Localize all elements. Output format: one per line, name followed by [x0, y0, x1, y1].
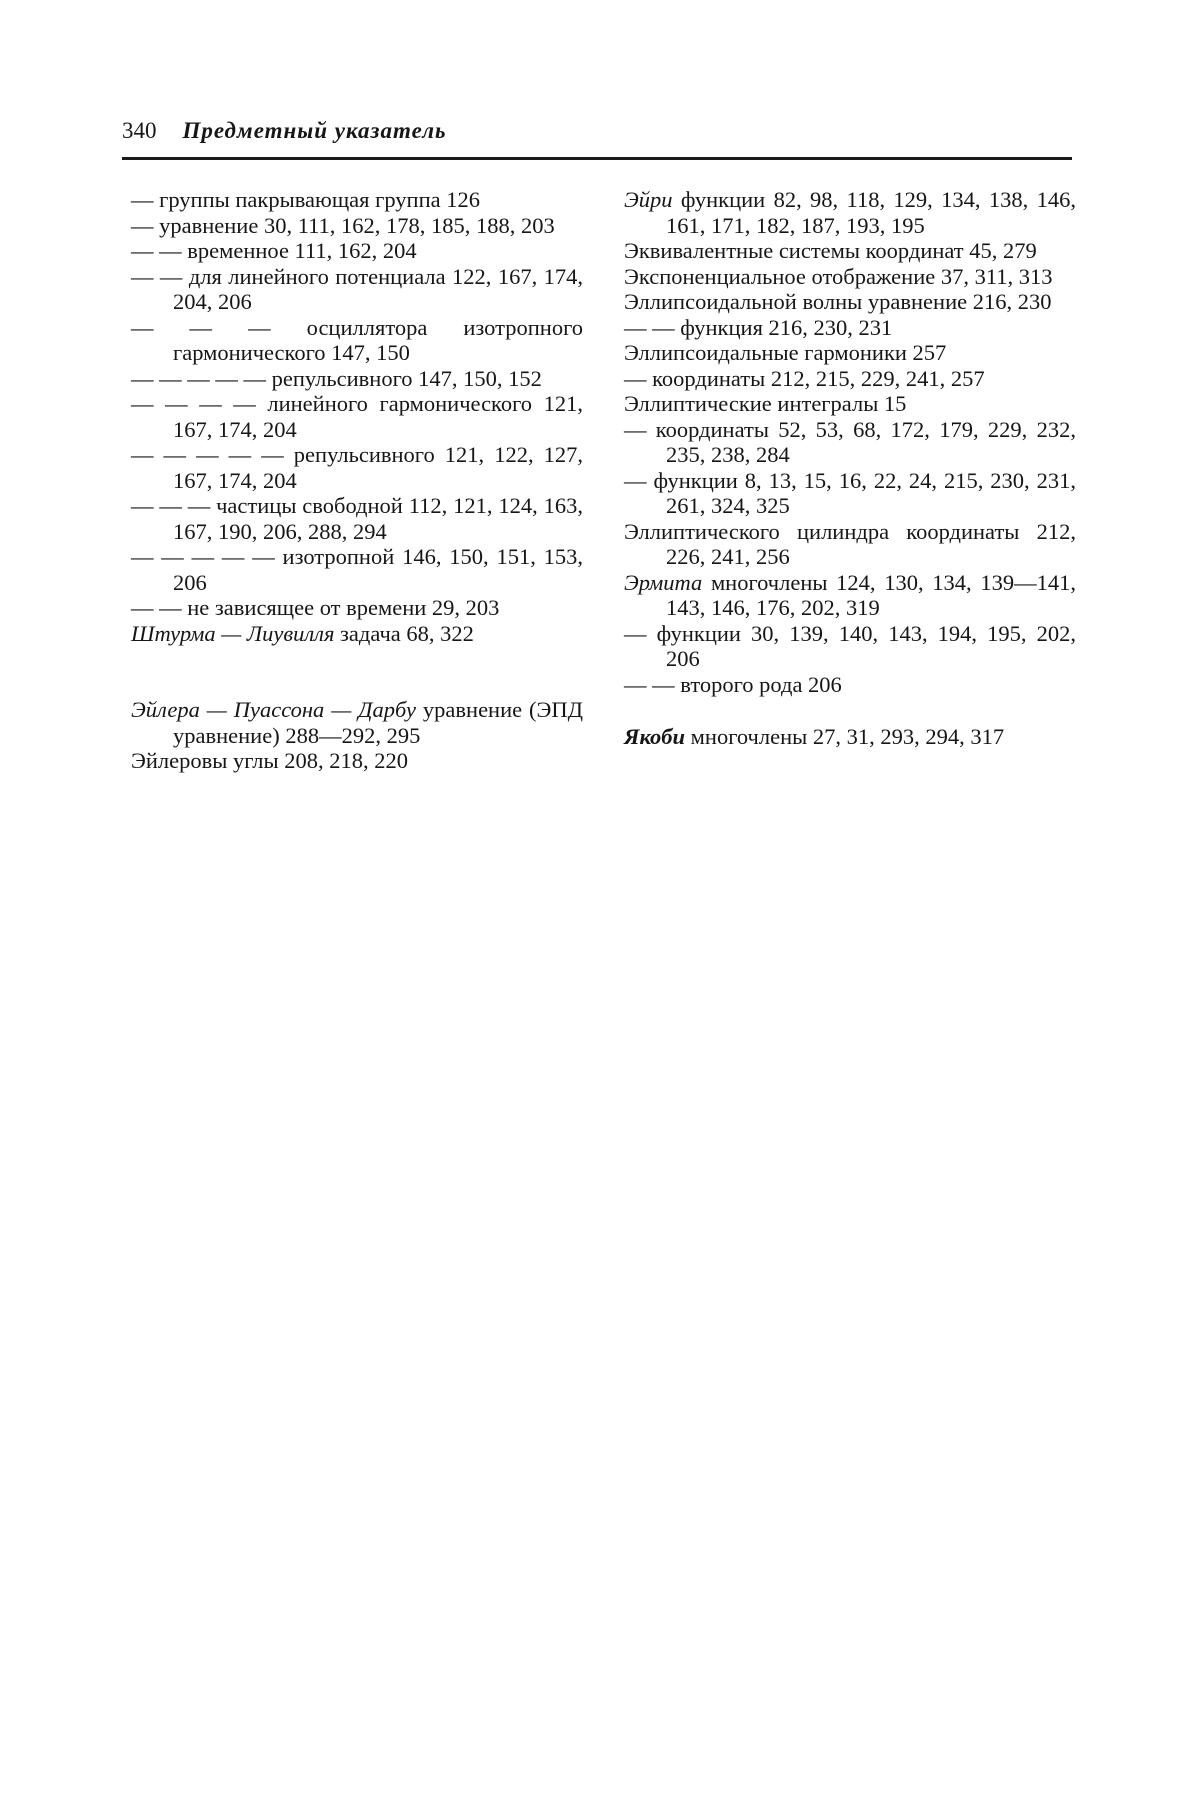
index-entry: Штурма — Лиувилля задача 68, 322: [131, 620, 474, 646]
index-entry: Якоби многочлены 27, 31, 293, 294, 317: [624, 724, 1005, 749]
index-entry: Эрмита многочлены 124, 130, 134, 139—141, 143, 146, 176, 202, 319: [624, 569, 1076, 620]
index-entry: — группы пакрывающая группа 126: [131, 187, 480, 212]
index-entry: — функции 30, 139, 140, 143, 194, 195, 202, 206: [624, 620, 1076, 671]
index-entry: Эйри функции 82, 98, 118, 129, 134, 138, 146, 161, 171, 182, 187, 193, 195: [624, 187, 1076, 238]
index-entry: — — второго рода 206: [624, 671, 842, 697]
header-rule: [122, 157, 1072, 160]
entry-name: Эйри: [624, 187, 673, 212]
index-entry: Эллиптические интегралы 15: [624, 391, 907, 416]
entry-name: Эйлера — Пуассона — Дарбу: [131, 697, 416, 722]
index-entry: Эйлера — Пуассона — Дарбу уравнение (ЭПД уравнение) 288—292, 295: [131, 697, 584, 748]
entry-name: Эрмита: [624, 569, 703, 595]
index-entry: — — для линейного потенциала 122, 167, 174, 204, 206: [131, 263, 583, 314]
index-entry: — — — — — репульсивного 147, 150, 152: [131, 365, 542, 391]
entry-name: Якоби: [624, 724, 686, 749]
index-entry: Эллипсоидальной волны уравнение 216, 230: [624, 289, 1052, 314]
index-entry: — — не зависящее от времени 29, 203: [131, 595, 500, 620]
index-entry: Эквивалентные системы координат 45, 279: [624, 238, 1037, 263]
index-entry: — координаты 212, 215, 229, 241, 257: [624, 365, 985, 391]
index-entry: — уравнение 30, 111, 162, 178, 185, 188, 203: [131, 212, 555, 238]
index-column-left: [131, 187, 583, 774]
section-title: Предметный указатель: [182, 118, 447, 143]
index-entry: — — функция 216, 230, 231: [624, 314, 893, 340]
index-entry: — — — частицы свободной 112, 121, 124, 163, 167, 190, 206, 288, 294: [131, 493, 583, 544]
index-entry: — — — — — репульсивного 121, 122, 127, 167, 174, 204: [131, 442, 583, 493]
index-entry: — — — осциллятора изотропного гармонического 147, 150: [131, 314, 583, 365]
entry-name: Штурма — Лиувилля: [131, 620, 335, 646]
index-column-right: [624, 187, 1076, 750]
index-entry: Эйлеровы углы 208, 218, 220: [131, 748, 409, 773]
page-number: 340: [122, 118, 157, 143]
index-entry: — — временное 111, 162, 204: [131, 238, 417, 263]
index-entry: — функции 8, 13, 15, 16, 22, 24, 215, 230, 231, 261, 324, 325: [624, 467, 1076, 518]
index-entry: — — — — линейного гармонического 121, 167, 174, 204: [131, 391, 583, 442]
index-entry: — — — — — изотропной 146, 150, 151, 153, 206: [131, 544, 583, 595]
index-entry: Эллипсоидальные гармоники 257: [624, 340, 947, 365]
index-entry: — координаты 52, 53, 68, 172, 179, 229, 232, 235, 238, 284: [624, 416, 1076, 467]
index-entry: Экспоненциальное отображение 37, 311, 313: [624, 263, 1053, 289]
running-head: [122, 116, 1072, 156]
index-entry: Эллиптического цилиндра координаты 212, 226, 241, 256: [624, 518, 1076, 569]
